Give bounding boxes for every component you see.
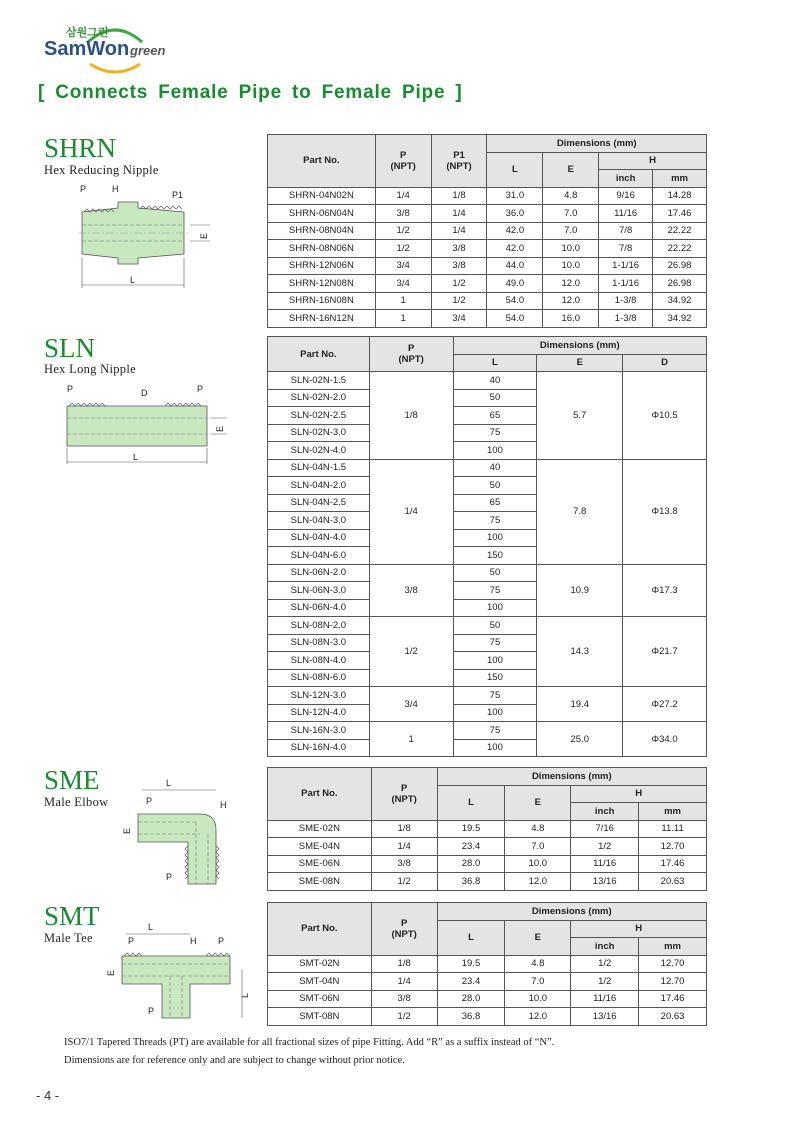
smt-cell-l: 23.4 bbox=[437, 973, 505, 991]
sln-th-part: Part No. bbox=[268, 337, 370, 372]
smt-th-e: E bbox=[505, 920, 571, 955]
logo-brand: SamWon bbox=[44, 38, 130, 60]
sme-th-h: H bbox=[571, 785, 707, 803]
shrn-cell-l: 31.0 bbox=[487, 187, 543, 205]
smt-cell-l: 28.0 bbox=[437, 990, 505, 1008]
smt-cell-part-no: SMT-06N bbox=[268, 990, 372, 1008]
sln-th-l: L bbox=[453, 354, 537, 372]
sln-cell-part-no: SLN-04N-2.5 bbox=[268, 494, 370, 512]
sln-cell-l: 150 bbox=[453, 547, 537, 565]
sln-cell-e: 7.8 bbox=[537, 459, 623, 564]
sme-cell-l: 28.0 bbox=[437, 855, 505, 873]
sln-cell-p: 1 bbox=[369, 722, 453, 757]
sln-cell-part-no: SLN-02N-4.0 bbox=[268, 442, 370, 460]
shrn-cell-e: 16.0 bbox=[543, 310, 599, 328]
shrn-cell-h-mm: 34.92 bbox=[653, 292, 707, 310]
sln-cell-part-no: SLN-02N-3.0 bbox=[268, 424, 370, 442]
smt-diagram bbox=[104, 920, 264, 1020]
smt-cell-e: 12.0 bbox=[505, 1008, 571, 1026]
smt-cell-p: 3/8 bbox=[371, 990, 437, 1008]
smt-cell-part-no: SMT-08N bbox=[268, 1008, 372, 1026]
sln-diagram bbox=[55, 382, 235, 466]
shrn-cell-h-mm: 14.28 bbox=[653, 187, 707, 205]
table-row bbox=[268, 687, 707, 705]
table-row bbox=[268, 855, 707, 873]
shrn-cell-h-inch: 1-1/16 bbox=[599, 257, 653, 275]
shrn-th-l: L bbox=[487, 152, 543, 187]
table-row bbox=[268, 722, 707, 740]
sln-cell-part-no: SLN-08N-2.0 bbox=[268, 617, 370, 635]
smt-cell-h-mm: 17.46 bbox=[639, 990, 707, 1008]
shrn-table bbox=[267, 134, 707, 328]
table-row bbox=[268, 459, 707, 477]
table-row bbox=[268, 257, 707, 275]
sln-cell-part-no: SLN-04N-2.0 bbox=[268, 477, 370, 495]
sme-label-l: L bbox=[166, 778, 172, 788]
shrn-label-h: H bbox=[112, 184, 119, 194]
sme-cell-h-inch: 13/16 bbox=[571, 873, 639, 891]
shrn-cell-e: 4.8 bbox=[543, 187, 599, 205]
sln-cell-l: 75 bbox=[453, 687, 537, 705]
sln-cell-e: 10.9 bbox=[537, 564, 623, 617]
shrn-label-p: P bbox=[80, 184, 87, 194]
table-row bbox=[268, 1008, 707, 1026]
shrn-cell-h-mm: 17.46 bbox=[653, 205, 707, 223]
shrn-label-p1: P1 bbox=[172, 190, 184, 200]
sme-th-p: P (NPT) bbox=[371, 768, 437, 821]
smt-cell-h-inch: 1/2 bbox=[571, 955, 639, 973]
shrn-cell-p: 1/2 bbox=[375, 240, 431, 258]
sln-cell-l: 40 bbox=[453, 372, 537, 390]
smt-label-p: P bbox=[128, 936, 135, 946]
sln-cell-l: 75 bbox=[453, 424, 537, 442]
sme-th-inch: inch bbox=[571, 803, 639, 821]
sln-cell-e: 14.3 bbox=[537, 617, 623, 687]
shrn-cell-part-no: SHRN-04N02N bbox=[268, 187, 376, 205]
shrn-cell-l: 44.0 bbox=[487, 257, 543, 275]
shrn-cell-part-no: SHRN-06N04N bbox=[268, 205, 376, 223]
table-row bbox=[268, 372, 707, 390]
shrn-cell-p: 1/2 bbox=[375, 222, 431, 240]
sme-cell-e: 12.0 bbox=[505, 873, 571, 891]
shrn-th-dims: Dimensions (mm) bbox=[487, 135, 707, 153]
page-number: - 4 - bbox=[36, 1088, 60, 1103]
table-row bbox=[268, 205, 707, 223]
sme-th-l: L bbox=[437, 785, 505, 820]
table-row bbox=[268, 187, 707, 205]
sln-cell-d: Φ17.3 bbox=[623, 564, 707, 617]
sme-cell-h-inch: 1/2 bbox=[571, 838, 639, 856]
sln-code: SLN bbox=[44, 333, 96, 363]
sln-cell-l: 100 bbox=[453, 704, 537, 722]
sme-cell-h-mm: 11.11 bbox=[639, 820, 707, 838]
shrn-cell-h-inch: 9/16 bbox=[599, 187, 653, 205]
shrn-cell-part-no: SHRN-12N06N bbox=[268, 257, 376, 275]
sln-cell-e: 19.4 bbox=[537, 687, 623, 722]
smt-cell-e: 7.0 bbox=[505, 973, 571, 991]
shrn-cell-h-inch: 7/8 bbox=[599, 240, 653, 258]
shrn-cell-l: 54.0 bbox=[487, 310, 543, 328]
smt-name: Male Tee bbox=[44, 931, 93, 945]
sln-cell-d: Φ27.2 bbox=[623, 687, 707, 722]
smt-cell-p: 1/8 bbox=[371, 955, 437, 973]
sme-code: SME bbox=[44, 765, 100, 795]
shrn-cell-l: 54.0 bbox=[487, 292, 543, 310]
sme-cell-h-mm: 17.46 bbox=[639, 855, 707, 873]
smt-cell-l: 19.5 bbox=[437, 955, 505, 973]
sln-cell-p: 1/8 bbox=[369, 372, 453, 460]
sln-cell-part-no: SLN-16N-4.0 bbox=[268, 739, 370, 757]
smt-cell-h-mm: 20.63 bbox=[639, 1008, 707, 1026]
shrn-cell-part-no: SHRN-08N06N bbox=[268, 240, 376, 258]
sme-label-p2: P bbox=[166, 872, 173, 882]
sme-cell-h-mm: 12.70 bbox=[639, 838, 707, 856]
sln-cell-e: 5.7 bbox=[537, 372, 623, 460]
smt-cell-p: 1/4 bbox=[371, 973, 437, 991]
sln-th-dims: Dimensions (mm) bbox=[453, 337, 706, 355]
sme-table bbox=[267, 767, 707, 891]
smt-label-e: E bbox=[106, 969, 116, 976]
smt-th-mm: mm bbox=[639, 938, 707, 956]
smt-label-l2: L bbox=[240, 992, 250, 998]
sln-th-p: P (NPT) bbox=[369, 337, 453, 372]
smt-cell-h-mm: 12.70 bbox=[639, 973, 707, 991]
smt-th-part: Part No. bbox=[268, 903, 372, 956]
sln-cell-l: 100 bbox=[453, 739, 537, 757]
sln-label-e: E bbox=[215, 425, 225, 432]
shrn-code: SHRN bbox=[44, 133, 117, 163]
smt-cell-l: 36.8 bbox=[437, 1008, 505, 1026]
shrn-cell-p1: 1/2 bbox=[431, 292, 487, 310]
smt-label-p2: P bbox=[218, 936, 225, 946]
shrn-cell-h-mm: 26.98 bbox=[653, 275, 707, 293]
table-row bbox=[268, 310, 707, 328]
sln-cell-part-no: SLN-04N-3.0 bbox=[268, 512, 370, 530]
sln-cell-part-no: SLN-12N-3.0 bbox=[268, 687, 370, 705]
shrn-cell-p1: 3/4 bbox=[431, 310, 487, 328]
sln-th-d: D bbox=[623, 354, 707, 372]
table-row bbox=[268, 222, 707, 240]
smt-cell-part-no: SMT-04N bbox=[268, 973, 372, 991]
shrn-cell-e: 10.0 bbox=[543, 240, 599, 258]
table-row bbox=[268, 292, 707, 310]
logo-suffix: green bbox=[130, 43, 166, 58]
sln-cell-l: 100 bbox=[453, 529, 537, 547]
sln-cell-p: 3/4 bbox=[369, 687, 453, 722]
sln-cell-l: 100 bbox=[453, 442, 537, 460]
table-row bbox=[268, 838, 707, 856]
smt-cell-h-inch: 11/16 bbox=[571, 990, 639, 1008]
sln-cell-l: 65 bbox=[453, 494, 537, 512]
sln-label-p: P bbox=[67, 384, 74, 394]
sln-cell-l: 75 bbox=[453, 512, 537, 530]
table-row bbox=[268, 955, 707, 973]
sme-th-part: Part No. bbox=[268, 768, 372, 821]
sln-label-d: D bbox=[141, 388, 148, 398]
sln-cell-e: 25.0 bbox=[537, 722, 623, 757]
sme-cell-part-no: SME-08N bbox=[268, 873, 372, 891]
sme-label-e: E bbox=[122, 827, 132, 834]
shrn-th-mm: mm bbox=[653, 170, 707, 188]
sme-cell-p: 3/8 bbox=[371, 855, 437, 873]
smt-cell-h-inch: 1/2 bbox=[571, 973, 639, 991]
shrn-cell-p1: 1/2 bbox=[431, 275, 487, 293]
shrn-name: Hex Reducing Nipple bbox=[44, 163, 159, 177]
sme-cell-l: 23.4 bbox=[437, 838, 505, 856]
sme-label-p: P bbox=[146, 796, 153, 806]
shrn-cell-part-no: SHRN-16N12N bbox=[268, 310, 376, 328]
smt-label-l: L bbox=[148, 922, 154, 932]
sln-cell-l: 100 bbox=[453, 652, 537, 670]
sme-cell-p: 1/2 bbox=[371, 873, 437, 891]
table-row bbox=[268, 973, 707, 991]
sln-cell-part-no: SLN-02N-1.5 bbox=[268, 372, 370, 390]
smt-th-h: H bbox=[571, 920, 707, 938]
shrn-cell-p: 3/4 bbox=[375, 257, 431, 275]
sln-cell-part-no: SLN-02N-2.0 bbox=[268, 389, 370, 407]
sme-cell-part-no: SME-06N bbox=[268, 855, 372, 873]
shrn-cell-h-mm: 34.92 bbox=[653, 310, 707, 328]
sln-label-p2: P bbox=[197, 384, 204, 394]
sln-cell-l: 50 bbox=[453, 617, 537, 635]
smt-cell-h-mm: 12.70 bbox=[639, 955, 707, 973]
smt-th-l: L bbox=[437, 920, 505, 955]
shrn-th-p: P (NPT) bbox=[375, 135, 431, 188]
table-row bbox=[268, 617, 707, 635]
sln-cell-part-no: SLN-08N-6.0 bbox=[268, 669, 370, 687]
shrn-cell-e: 7.0 bbox=[543, 205, 599, 223]
page-title: [ Connects Female Pipe to Female Pipe ] bbox=[38, 82, 463, 103]
sln-cell-l: 100 bbox=[453, 599, 537, 617]
sme-cell-p: 1/4 bbox=[371, 838, 437, 856]
shrn-th-inch: inch bbox=[599, 170, 653, 188]
smt-cell-p: 1/2 bbox=[371, 1008, 437, 1026]
sln-cell-part-no: SLN-02N-2.5 bbox=[268, 407, 370, 425]
sln-cell-part-no: SLN-06N-2.0 bbox=[268, 564, 370, 582]
table-row bbox=[268, 275, 707, 293]
shrn-cell-p: 3/4 bbox=[375, 275, 431, 293]
sme-cell-e: 7.0 bbox=[505, 838, 571, 856]
shrn-cell-e: 7.0 bbox=[543, 222, 599, 240]
sme-th-dims: Dimensions (mm) bbox=[437, 768, 706, 786]
shrn-cell-h-mm: 26.98 bbox=[653, 257, 707, 275]
sln-cell-part-no: SLN-12N-4.0 bbox=[268, 704, 370, 722]
sln-table bbox=[267, 336, 707, 757]
smt-cell-part-no: SMT-02N bbox=[268, 955, 372, 973]
sme-cell-part-no: SME-04N bbox=[268, 838, 372, 856]
shrn-label-l: L bbox=[130, 275, 136, 285]
sme-cell-l: 36.8 bbox=[437, 873, 505, 891]
shrn-th-part: Part No. bbox=[268, 135, 376, 188]
shrn-cell-p1: 1/4 bbox=[431, 222, 487, 240]
shrn-cell-h-inch: 1-1/16 bbox=[599, 275, 653, 293]
sme-cell-l: 19.5 bbox=[437, 820, 505, 838]
sln-name: Hex Long Nipple bbox=[44, 362, 136, 376]
sln-cell-p: 1/4 bbox=[369, 459, 453, 564]
shrn-cell-p1: 3/8 bbox=[431, 257, 487, 275]
shrn-cell-part-no: SHRN-16N08N bbox=[268, 292, 376, 310]
smt-th-p: P (NPT) bbox=[371, 903, 437, 956]
smt-code: SMT bbox=[44, 901, 100, 931]
sln-cell-l: 150 bbox=[453, 669, 537, 687]
shrn-label-e: E bbox=[199, 232, 209, 239]
sln-cell-l: 75 bbox=[453, 634, 537, 652]
note-threads: ISO7/1 Tapered Threads (PT) are available for all fractional sizes of pipe Fitting. Add “R” as a suffix instead of “N”. bbox=[64, 1037, 555, 1048]
sln-th-e: E bbox=[537, 354, 623, 372]
shrn-cell-l: 49.0 bbox=[487, 275, 543, 293]
table-row bbox=[268, 240, 707, 258]
shrn-cell-h-mm: 22.22 bbox=[653, 240, 707, 258]
shrn-cell-p1: 1/8 bbox=[431, 187, 487, 205]
smt-label-h: H bbox=[190, 936, 197, 946]
sln-cell-l: 75 bbox=[453, 722, 537, 740]
sln-cell-part-no: SLN-06N-3.0 bbox=[268, 582, 370, 600]
sme-th-e: E bbox=[505, 785, 571, 820]
shrn-cell-l: 42.0 bbox=[487, 240, 543, 258]
shrn-cell-h-inch: 1-3/8 bbox=[599, 310, 653, 328]
smt-table bbox=[267, 902, 707, 1026]
sln-cell-part-no: SLN-04N-6.0 bbox=[268, 547, 370, 565]
sln-cell-part-no: SLN-04N-1.5 bbox=[268, 459, 370, 477]
shrn-cell-p: 3/8 bbox=[375, 205, 431, 223]
sln-cell-part-no: SLN-08N-3.0 bbox=[268, 634, 370, 652]
sme-cell-h-mm: 20.63 bbox=[639, 873, 707, 891]
shrn-cell-h-mm: 22.22 bbox=[653, 222, 707, 240]
sln-cell-l: 50 bbox=[453, 477, 537, 495]
sln-cell-d: Φ13.8 bbox=[623, 459, 707, 564]
table-row bbox=[268, 990, 707, 1008]
shrn-cell-h-inch: 1-3/8 bbox=[599, 292, 653, 310]
shrn-cell-e: 12.0 bbox=[543, 275, 599, 293]
sln-cell-p: 1/2 bbox=[369, 617, 453, 687]
table-row bbox=[268, 564, 707, 582]
sln-cell-l: 50 bbox=[453, 564, 537, 582]
smt-label-p3: P bbox=[148, 1006, 155, 1016]
shrn-th-h: H bbox=[599, 152, 707, 170]
table-row bbox=[268, 820, 707, 838]
shrn-cell-l: 42.0 bbox=[487, 222, 543, 240]
sln-cell-part-no: SLN-06N-4.0 bbox=[268, 599, 370, 617]
shrn-cell-part-no: SHRN-12N08N bbox=[268, 275, 376, 293]
sln-cell-part-no: SLN-16N-3.0 bbox=[268, 722, 370, 740]
sln-cell-d: Φ34.0 bbox=[623, 722, 707, 757]
sln-label-l: L bbox=[133, 452, 139, 462]
sln-cell-part-no: SLN-08N-4.0 bbox=[268, 652, 370, 670]
sln-cell-part-no: SLN-04N-4.0 bbox=[268, 529, 370, 547]
sme-name: Male Elbow bbox=[44, 795, 109, 809]
sme-cell-h-inch: 11/16 bbox=[571, 855, 639, 873]
shrn-cell-e: 10.0 bbox=[543, 257, 599, 275]
shrn-cell-p: 1 bbox=[375, 310, 431, 328]
sme-cell-e: 4.8 bbox=[505, 820, 571, 838]
smt-cell-e: 4.8 bbox=[505, 955, 571, 973]
sme-cell-part-no: SME-02N bbox=[268, 820, 372, 838]
logo-korean: 삼원그린 bbox=[66, 27, 109, 39]
shrn-cell-e: 12.0 bbox=[543, 292, 599, 310]
sln-cell-d: Φ21.7 bbox=[623, 617, 707, 687]
sln-cell-d: Φ10.5 bbox=[623, 372, 707, 460]
shrn-cell-p: 1/4 bbox=[375, 187, 431, 205]
samwon-logo bbox=[40, 20, 180, 80]
sln-cell-l: 50 bbox=[453, 389, 537, 407]
sme-label-h: H bbox=[220, 800, 227, 810]
sln-cell-p: 3/8 bbox=[369, 564, 453, 617]
sln-cell-l: 40 bbox=[453, 459, 537, 477]
note-disclaimer: Dimensions are for reference only and are subject to change without prior notice. bbox=[64, 1055, 405, 1066]
shrn-cell-part-no: SHRN-08N04N bbox=[268, 222, 376, 240]
shrn-cell-p: 1 bbox=[375, 292, 431, 310]
shrn-cell-l: 36.0 bbox=[487, 205, 543, 223]
smt-th-dims: Dimensions (mm) bbox=[437, 903, 706, 921]
smt-cell-h-inch: 13/16 bbox=[571, 1008, 639, 1026]
smt-th-inch: inch bbox=[571, 938, 639, 956]
shrn-th-p1: P1 (NPT) bbox=[431, 135, 487, 188]
sln-cell-l: 75 bbox=[453, 582, 537, 600]
shrn-cell-h-inch: 11/16 bbox=[599, 205, 653, 223]
sme-diagram bbox=[118, 776, 238, 886]
shrn-diagram bbox=[60, 182, 230, 292]
sme-cell-h-inch: 7/16 bbox=[571, 820, 639, 838]
sme-cell-p: 1/8 bbox=[371, 820, 437, 838]
sme-th-mm: mm bbox=[639, 803, 707, 821]
smt-cell-e: 10.0 bbox=[505, 990, 571, 1008]
shrn-cell-p1: 1/4 bbox=[431, 205, 487, 223]
shrn-cell-p1: 3/8 bbox=[431, 240, 487, 258]
shrn-th-e: E bbox=[543, 152, 599, 187]
sln-cell-l: 65 bbox=[453, 407, 537, 425]
table-row bbox=[268, 873, 707, 891]
shrn-cell-h-inch: 7/8 bbox=[599, 222, 653, 240]
sme-cell-e: 10.0 bbox=[505, 855, 571, 873]
